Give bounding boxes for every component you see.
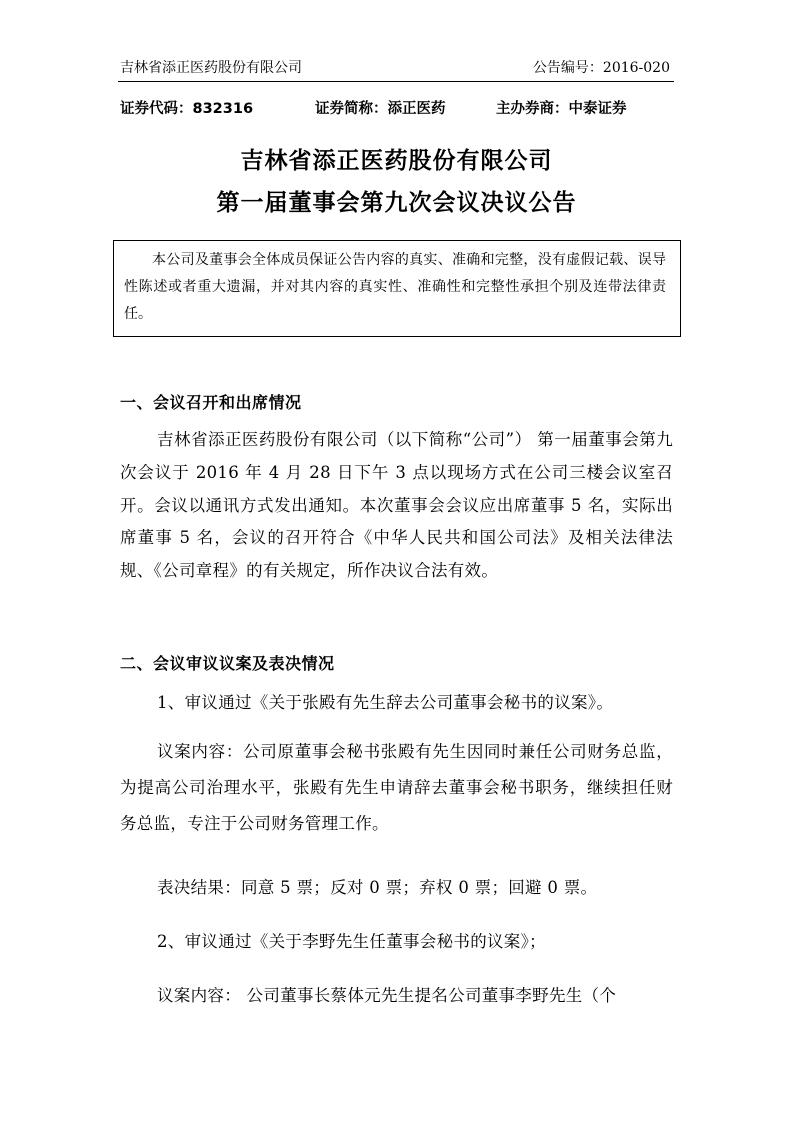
sponsor-broker: 主办券商：中泰证券: [496, 101, 627, 117]
header-company-name: 吉林省添正医药股份有限公司: [120, 60, 302, 76]
meeting-info-paragraph: 吉林省添正医药股份有限公司（以下简称“公司”） 第一届董事会第九次会议于 2016 年 4 月 28 日下午 3 点以现场方式在公司三楼会议室召开。会议以通讯方式发出通知。本次董事会会议应出席董事 5 名，实际出席董事 5 名，会议的召开符合《中华人民共和国公司法》及相关法律法规、《公司章程》的有关规定，所作决议合法有效。: [120, 430, 673, 581]
resolution-1-vote-result: 表决结果：同意 5 票；反对 0 票；弃权 0 票；回避 0 票。: [157, 878, 598, 897]
resolution-2-title: 2、审议通过《关于李野先生任董事会秘书的议案》；: [157, 932, 546, 951]
stock-code: 证券代码：832316: [120, 101, 254, 117]
page-header: [118, 57, 674, 82]
document-title-company: 吉林省添正医药股份有限公司: [240, 148, 553, 174]
section-heading-meeting-info: 一、会议召开和出席情况: [120, 393, 302, 412]
section-heading-resolutions: 二、会议审议议案及表决情况: [120, 654, 335, 673]
disclaimer-notice-box: 本公司及董事会全体成员保证公告内容的真实、准确和完整，没有虚假记载、误导性陈述或者重大遗漏，并对其内容的真实性、准确性和完整性承担个别及连带法律责任。: [113, 240, 681, 337]
security-info-row: [120, 97, 676, 119]
resolution-1-title: 1、审议通过《关于张殿有先生辞去公司董事会秘书的议案》。: [157, 693, 614, 712]
header-announcement-number: 公告编号：2016-020: [532, 60, 670, 76]
stock-short-name: 证券简称：添正医药: [315, 101, 446, 117]
resolution-1-content: 议案内容：公司原董事会秘书张殿有先生因同时兼任公司财务总监，为提高公司治理水平，张殿有先生申请辞去董事会秘书职务，继续担任财务总监，专注于公司财务管理工作。: [120, 742, 673, 833]
document-title-meeting: 第一届董事会第九次会议决议公告: [216, 190, 577, 216]
resolution-2-content: 议案内容： 公司董事长蔡体元先生提名公司董事李野先生（个: [157, 986, 617, 1005]
